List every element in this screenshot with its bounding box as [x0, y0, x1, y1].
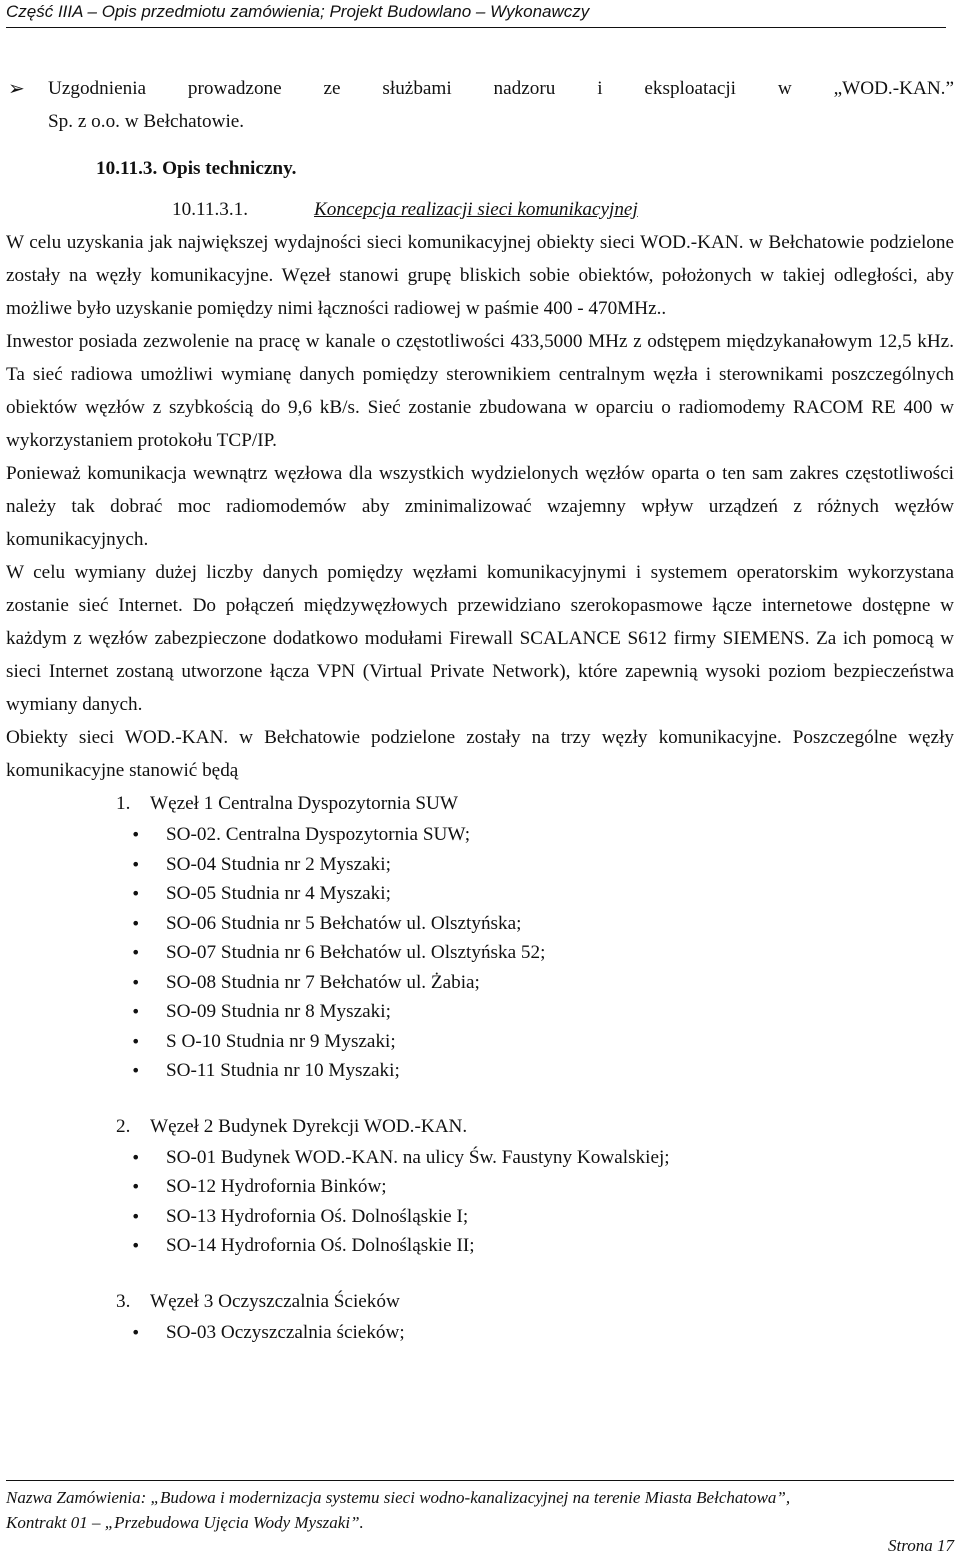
intro-bullet-line1: Uzgodnienia prowadzone ze służbami nadzoru i eksploatacji w „WOD.-KAN.”: [48, 78, 954, 99]
bullet-icon: •: [131, 884, 141, 903]
node-number: 3.: [116, 1290, 131, 1312]
list-item: • S O-10 Studnia nr 9 Myszaki;: [6, 1027, 954, 1057]
node-2-list: [6, 1143, 954, 1261]
paragraph-2: Inwestor posiada zezwolenie na pracę w kanale o częstotliwości 433,5000 MHz z odstępem międzykanałowym 12,5 kHz. Ta sieć radiowa umożliwi wymianę danych pomiędzy sterownikiem centralnym węzła i sterownikami poszczególnych obiektów węzłów z szybkością do 9,6 kB/s. Sieć zostanie zbudowana w oparciu o radiomodemy RACOM RE 400 w wykorzystaniem protokołu TCP/IP.: [6, 331, 954, 451]
intro-bullet-line2: Sp. z o.o. w Bełchatowie.: [48, 111, 245, 132]
list-item: • SO-05 Studnia nr 4 Myszaki;: [6, 879, 954, 909]
bullet-icon: •: [131, 1322, 141, 1342]
bullet-icon: •: [131, 854, 141, 874]
node-number: 2.: [116, 1115, 131, 1137]
paragraph-1: W celu uzyskania jak największej wydajności sieci komunikacyjnej obiekty sieci WOD.-KAN. w Bełchatowie podzielone zostały na węzły komunikacyjne. Węzeł stanowi grupę bliskich sobie obiektów, położonych w takiej odległości, aby możliwe było uzyskanie pomiędzy nimi łączności radiowej w paśmie 400 - 470MHz..: [6, 232, 954, 319]
list-item: • SO-06 Studnia nr 5 Bełchatów ul. Olsztyńska;: [6, 909, 954, 939]
subsection-heading: [6, 193, 954, 226]
list-item: • SO-02. Centralna Dyspozytornia SUW;: [6, 820, 954, 850]
node-title: Węzeł 2 Budynek Dyrekcji WOD.-KAN.: [150, 1115, 468, 1137]
bullet-icon: •: [131, 825, 141, 844]
node-1-list: [6, 820, 954, 1086]
footer-order-name: Nazwa Zamówienia: „Budowa i modernizacja systemu sieci wodno-kanalizacyjnej na terenie Miasta Bełchatowa”,: [6, 1488, 791, 1507]
list-item: • SO-09 Studnia nr 8 Myszaki;: [6, 997, 954, 1027]
bullet-icon: •: [131, 1177, 141, 1196]
page-number: Strona 17: [888, 1536, 954, 1555]
page-footer: [6, 1480, 954, 1559]
list-item: • SO-13 Hydrofornia Oś. Dolnośląskie I;: [6, 1202, 954, 1232]
list-item: • SO-08 Studnia nr 7 Bełchatów ul. Żabia;: [6, 968, 954, 998]
list-item: • SO-14 Hydrofornia Oś. Dolnośląskie II;: [6, 1231, 954, 1261]
list-item: • SO-07 Studnia nr 6 Bełchatów ul. Olsztyńska 52;: [6, 938, 954, 968]
bullet-icon: •: [131, 913, 141, 933]
bullet-icon: •: [131, 943, 141, 962]
node-3-list: [6, 1318, 954, 1348]
list-item: • SO-11 Studnia nr 10 Myszaki;: [6, 1056, 954, 1086]
bullet-icon: •: [131, 1031, 141, 1051]
node-number: 1.: [116, 793, 131, 814]
node-title: Węzeł 3 Oczyszczalnia Ścieków: [150, 1290, 400, 1312]
node-1-heading: [6, 787, 954, 820]
bullet-icon: •: [131, 1206, 141, 1226]
bullet-icon: •: [131, 1061, 141, 1080]
bullet-icon: •: [131, 1236, 141, 1255]
list-item: • SO-04 Studnia nr 2 Myszaki;: [6, 850, 954, 880]
intro-bullet: [6, 72, 954, 105]
paragraph-3: Ponieważ komunikacja wewnątrz węzłowa dla wszystkich wydzielonych węzłów oparta o ten sam zakres częstotliwości należy tak dobrać moc radiomodemów aby zminimalizować wzajemny wpływ urządzeń z różnych węzłów komunikacyjnych.: [6, 463, 954, 550]
bullet-icon: •: [131, 1147, 141, 1167]
paragraph-5: Obiekty sieci WOD.-KAN. w Bełchatowie podzielone zostały na trzy węzły komunikacyjne. Poszczególne węzły komunikacyjne stanowić będą: [6, 727, 954, 781]
bullet-icon: •: [131, 1002, 141, 1021]
list-item: • SO-03 Oczyszczalnia ścieków;: [6, 1318, 954, 1348]
subsection-number: 10.11.3.1.: [172, 199, 249, 220]
bullet-icon: •: [131, 972, 141, 992]
arrow-bullet-icon: ➢: [8, 76, 25, 100]
node-2-heading: [6, 1110, 954, 1143]
subsection-title: Koncepcja realizacji sieci komunikacyjnej: [314, 199, 638, 220]
paragraph-4: W celu wymiany dużej liczby danych pomiędzy węzłami komunikacyjnymi i systemem operatorskim wykorzystana zostanie sieć Internet. Do połączeń międzywęzłowych przewidziano szerokopasmowe łącze internetowe dostępne w każdym z węzłów zabezpieczone dodatkowo modułami Firewall SCALANCE S612 firmy SIEMENS. Za ich pomocą w sieci Internet zostaną utworzone łącza VPN (Virtual Private Network), które zapewnią wysoki poziom bezpieczeństwa wymiany danych.: [6, 562, 954, 715]
document-body: [6, 72, 954, 1347]
list-item: • SO-01 Budynek WOD.-KAN. na ulicy Św. Faustyny Kowalskiej;: [6, 1143, 954, 1173]
node-title: Węzeł 1 Centralna Dyspozytornia SUW: [150, 793, 458, 814]
section-heading: 10.11.3. Opis techniczny.: [96, 158, 297, 179]
node-3-heading: [6, 1285, 954, 1318]
list-item: • SO-12 Hydrofornia Binków;: [6, 1172, 954, 1202]
footer-contract: Kontrakt 01 – „Przebudowa Ujęcia Wody Myszaki”.: [6, 1513, 364, 1532]
page-header: Część IIIA – Opis przedmiotu zamówienia; Projekt Budowlano – Wykonawczy: [6, 2, 946, 28]
